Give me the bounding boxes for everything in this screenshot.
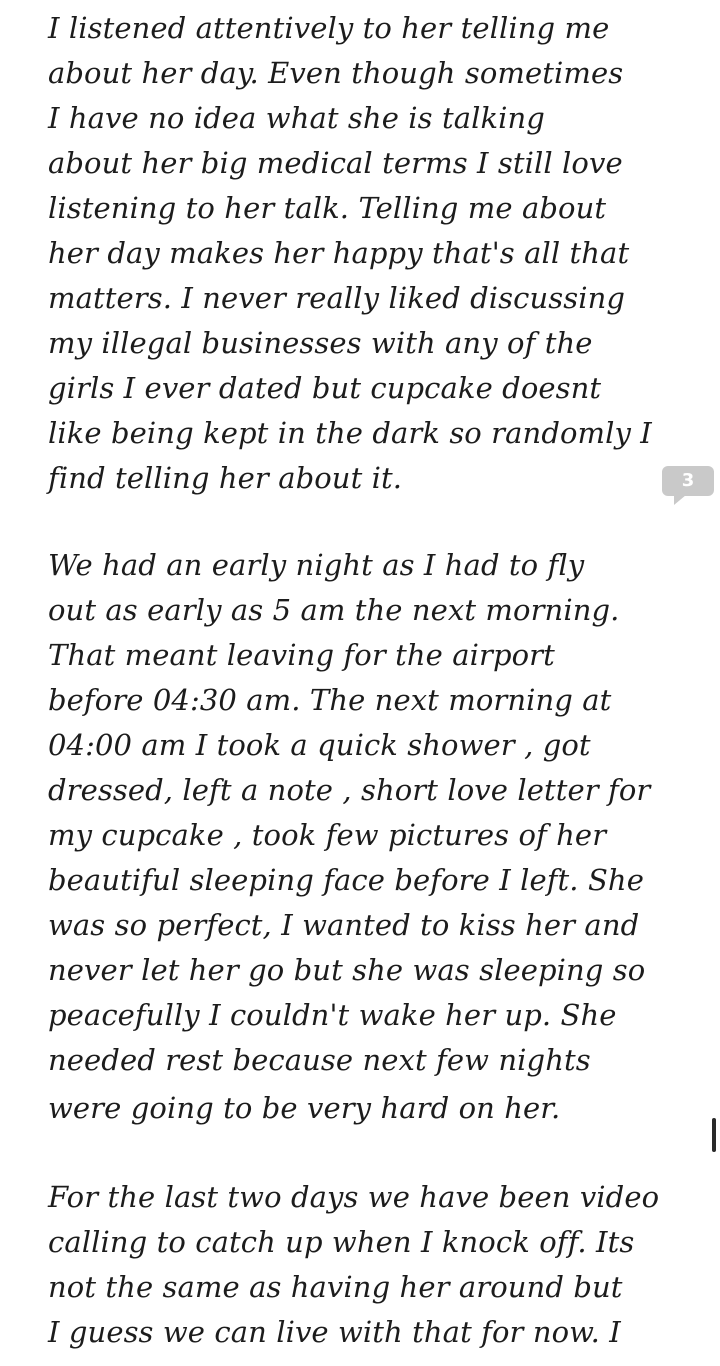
paragraph-2-line-12: needed rest because next few nights [48,1043,591,1077]
paragraph-2-line-9: was so perfect, I wanted to kiss her and [48,908,640,942]
paragraph-1-line-6: her day makes her happy that's all that [48,236,630,270]
paragraph-3-line-2: calling to catch up when I knock off. Its [48,1225,635,1259]
paragraph-1-line-11: find telling her about it. [48,461,403,495]
scrollbar-thumb[interactable] [712,1118,716,1152]
paragraph-1-line-10: like being kept in the dark so randomly I [48,416,652,450]
paragraph-3-line-4: I guess we can live with that for now. I [48,1315,621,1349]
paragraph-2-line-10: never let her go but she was sleeping so [48,953,646,987]
paragraph-2-line-6: dressed, left a note , short love letter for [48,773,651,807]
paragraph-2-line-11: peacefully I couldn't wake her up. She [48,998,617,1032]
paragraph-2-line-13: were going to be very hard on her. [48,1091,561,1125]
paragraph-1-line-7: matters. I never really liked discussing [48,281,626,315]
paragraph-1-line-8: my illegal businesses with any of the [48,326,593,360]
paragraph-1-line-4: about her big medical terms I still love [48,146,623,180]
paragraph-2-line-1: We had an early night as I had to fly [48,548,585,582]
paragraph-2-line-4: before 04:30 am. The next morning at [48,683,612,717]
paragraph-3-line-3: not the same as having her around but [48,1270,623,1304]
paragraph-2-line-8: beautiful sleeping face before I left. She [48,863,644,897]
paragraph-2-line-3: That meant leaving for the airport [48,638,555,672]
paragraph-1-line-9: girls I ever dated but cupcake doesnt [48,371,602,405]
paragraph-1-line-2: about her day. Even though sometimes [48,56,624,90]
paragraph-1-line-5: listening to her talk. Telling me about [48,191,607,225]
paragraph-2-line-2: out as early as 5 am the next morning. [48,593,620,627]
paragraph-3-line-1: For the last two days we have been video [48,1180,660,1214]
paragraph-1-line-1: I listened attentively to her telling me [48,11,610,45]
paragraph-comment-count-badge[interactable]: 3 [662,466,714,496]
paragraph-1-line-3: I have no idea what she is talking [48,101,545,135]
paragraph-2-line-5: 04:00 am I took a quick shower , got [48,728,591,762]
paragraph-2-line-7: my cupcake , took few pictures of her [48,818,607,852]
